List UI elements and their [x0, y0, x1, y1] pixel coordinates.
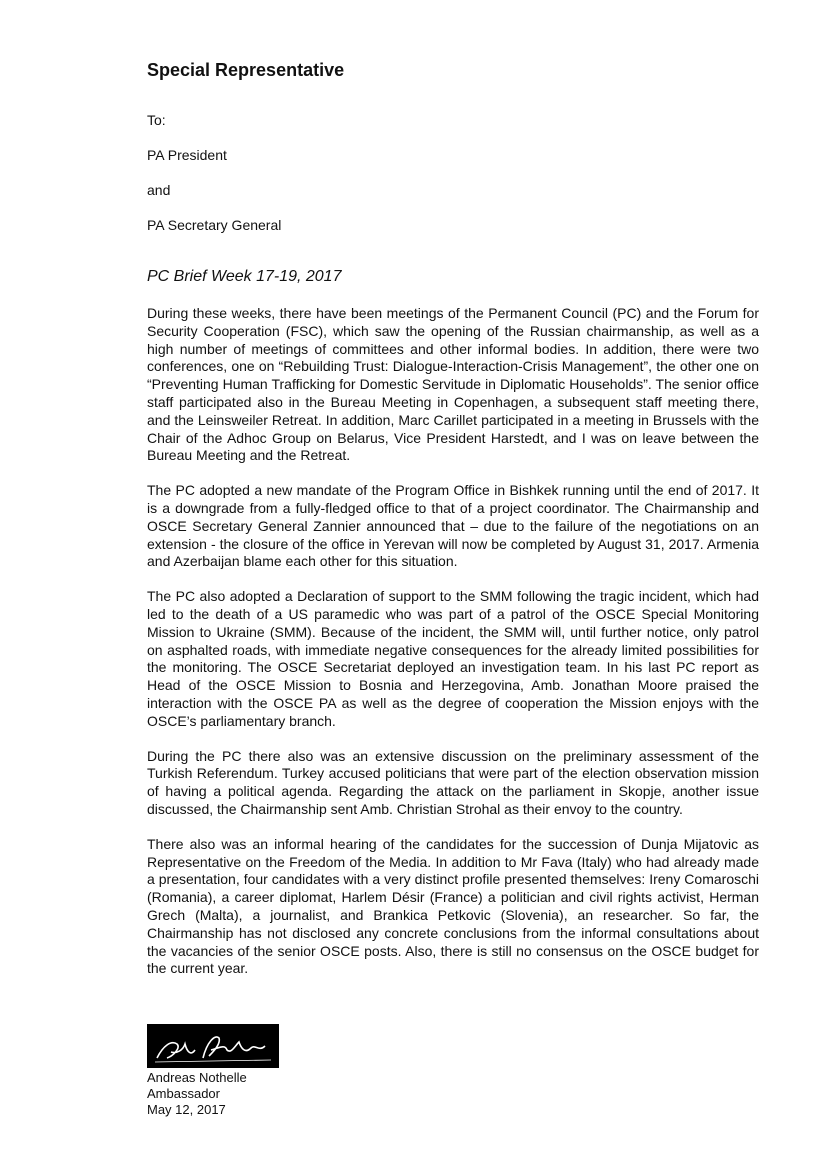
signatory-role: Ambassador [147, 1086, 220, 1101]
page-title: Special Representative [147, 60, 345, 80]
paragraph-3: The PC also adopted a Declaration of support to the SMM following the tragic incident, which had led to the death of a US paramedic who was part of a patrol of the OSCE Special Monitoring Mission to Ukraine (SMM). Because of the incident, the SMM will, until further notice, only patrol on asphalted roads, with immediate negative consequences for the already limited possibilities for the monitoring. The OSCE Secretariat deployed an investigation team. In his last PC report as Head of the OSCE Mission to Bosnia and Herzegovina, Amb. Jonathan Moore praised the interaction with the OSCE PA as well as the degree of cooperation the Mission enjoys with the OSCE’s parliamentary branch. [147, 588, 759, 729]
paragraph-2: The PC adopted a new mandate of the Program Office in Bishkek running until the end of 2017. It is a downgrade from a fully-fledged office to that of a project coordinator. The Chairmanship and OSCE Secretary General Zannier announced that – due to the failure of the negotiations on an extension - the closure of the office in Yerevan will now be completed by August 31, 2017. Armenia and Azerbaijan blame each other for this situation. [147, 482, 759, 570]
recipient-pa-president: PA President [147, 147, 227, 163]
recipient-conjunction: and [147, 182, 171, 198]
subject-line: PC Brief Week 17-19, 2017 [147, 268, 342, 285]
paragraph-4: During the PC there also was an extensive discussion on the preliminary assessment of the Turkish Referendum. Turkey accused politicians that were part of the election observation mission of having a political agenda. Regarding the attack on the parliament in Skopje, another issue discussed, the Chairmanship sent Amb. Christian Strohal as their envoy to the country. [147, 747, 759, 817]
recipient-secretary-general: PA Secretary General [147, 217, 282, 233]
to-label: To: [147, 112, 166, 128]
signature-date: May 12, 2017 [147, 1102, 226, 1117]
paragraph-5: There also was an informal hearing of the candidates for the succession of Dunja Mijatovic as Representative on the Freedom of the Media. In addition to Mr Fava (Italy) who had already made a presentation, four candidates with a very distinct profile presented themselves: Ireny Comaroschi (Romania), a career diplomat, Harlem Désir (France) a politician and civil rights activist, Herman Grech (Malta), a journalist, and Brankica Petkovic (Slovenia), an researcher. So far, the Chairmanship has not disclosed any concrete conclusions from the informal consultations about the vacancies of the senior OSCE posts. Also, there is still no consensus on the OSCE budget for the current year. [147, 835, 759, 977]
signatory-name: Andreas Nothelle [147, 1070, 247, 1085]
signature-block [147, 1024, 279, 1118]
signature-image [147, 1024, 279, 1068]
document-body [147, 58, 759, 978]
paragraph-1: During these weeks, there have been meetings of the Permanent Council (PC) and the Forum for Security Cooperation (FSC), which saw the opening of the Russian chairmanship, as well as a high number of meetings of committees and other informal bodies. In addition, there were two conferences, one on “Rebuilding Trust: Dialogue-Interaction-Crisis Management”, the other one on “Preventing Human Trafficking for Domestic Servitude in Diplomatic Households”. The senior office staff participated also in the Bureau Meeting in Copenhagen, a subsequent staff meeting there, and the Leinsweiler Retreat. In addition, Marc Carillet participated in a meeting in Brussels with the Chair of the Adhoc Group on Belarus, Vice President Harstedt, and I was on leave between the Bureau Meeting and the Retreat. [147, 305, 759, 464]
